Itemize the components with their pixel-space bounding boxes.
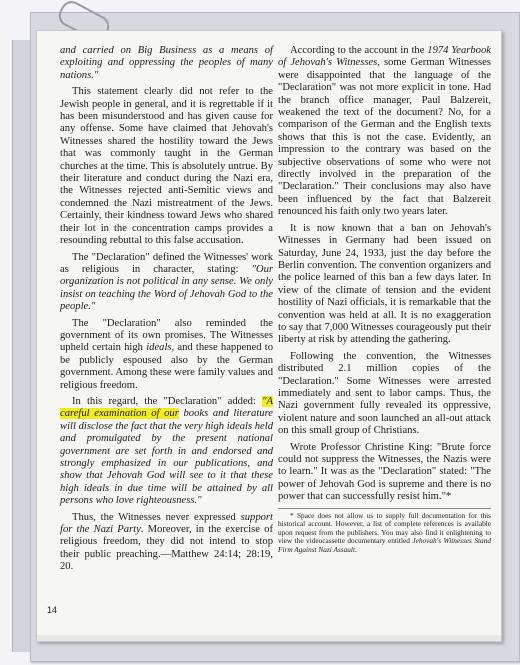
left-p4-ideals: ideals xyxy=(146,342,172,354)
left-p6-support: support for the Nazi Party xyxy=(60,511,273,536)
right-paragraph-1 xyxy=(278,45,491,219)
left-p3-text: The "Declaration" defined the Witnesses' work as religious in character, stating: xyxy=(60,251,273,275)
left-p5-text: In this regard, the "Declaration" added: xyxy=(72,395,263,407)
footnote-text-c: . xyxy=(354,545,357,554)
footnote-text-a: * Space does not allow us to supply full documentation for this historical account. However, a list of complete references is available upon request from the publishers. You may also find it enlightening to view the videocassette documentary entitled xyxy=(278,510,491,546)
right-p1-text-a: According to the account in the xyxy=(290,45,428,56)
left-paragraph-4 xyxy=(60,318,273,392)
page-bottom-edge xyxy=(37,635,501,641)
left-paragraph-2: This statement clearly did not refer to the Jewish people in general, and it is regrettable if it has been misunderstood and has given cause for any offense. Some have claimed that Jehovah's Witnesses shared the hostility toward the Jews that was commonly taught in the German churches at the time. This is absolutely untrue. By their literature and conduct during the Nazi era, the Witnesses rejected anti-Semitic views and condemned the Nazi mistreatment of the Jews. Certainly, their kindness toward Jews who shared their lot in the concentration camps provides a resounding rebuttal to this false accusation. xyxy=(60,86,273,247)
right-paragraph-2: It is now known that a ban on Jehovah's Witnesses in Germany had been issued on Saturday, June 24, 1933, just the day before the Berlin convention. The convention organizers and the police learned of this ban a few days later. In view of the climate of tension and the evident hostility of Nazi officials, it is remarkable that the convention was held at all. It is no exaggeration to say that 7,000 Witnesses courageously put their liberty at risk by attending the gathering. xyxy=(278,222,491,346)
right-paragraph-4: Wrote Professor Christine King: "Brute force could not suppress the Witnesses, the Nazis were to learn." It was as the "Declaration" stated: "The power of Jehovah God is supreme and there is no power that can successfully resist him."* xyxy=(278,441,491,503)
footnote-title: Jehovah's Witnesses Stand Firm Against Nazi Assault xyxy=(278,536,491,554)
left-paragraph-6 xyxy=(60,512,273,574)
right-paragraph-3: Following the convention, the Witnesses distributed 2.1 million copies of the "Declaration." Some Witnesses were arrested immediately and sent to labor camps. Thus, the Nazi government fully revealed its oppressive, violent nature and soon launched an all-out attack on this small group of Christians. xyxy=(278,350,491,437)
left-p6-text-a: Thus, the Witnesses never expressed xyxy=(72,511,241,523)
highlighted-text: "A careful examination of our xyxy=(60,395,273,420)
left-paragraph-1: and carried on Big Business as a means of exploiting and oppressing the peoples of many nations." xyxy=(60,45,273,81)
right-p1-yearbook: 1974 Yearbook of Jehovah's Witnesses xyxy=(278,45,491,69)
right-column xyxy=(278,45,491,559)
page-number: 14 xyxy=(47,605,58,615)
document-page xyxy=(36,30,502,642)
left-paragraph-3 xyxy=(60,252,273,314)
left-p6-text-c: . Moreover, in the exercise of religious freedom, they did not intend to stop their public preaching.—Matthew 24:14; 28:19, 20. xyxy=(60,524,274,573)
left-p4-text-a: The "Declaration" also reminded the government of its own promises. The Witnesses upheld certain high xyxy=(60,317,273,354)
left-p4-text-c: , and these happened to be publicly espoused also by the German government. Among these were family values and religious freedom. xyxy=(60,342,273,391)
left-p3-quote: "Our organization is not political in any sense. We only insist on teaching the Word of Jehovah God to the people." xyxy=(60,263,273,313)
left-paragraph-5 xyxy=(60,396,273,508)
left-p5-quote: books and literature will disclose the fact that the very high ideals held and promulgated by the present national government are set forth in and endorsed and strongly emphasized in our publications, and show that Jehovah God will see to it that these high ideals in due time will be attained by all persons who love righteousness." xyxy=(60,408,273,507)
footnote xyxy=(278,508,491,555)
left-column xyxy=(60,45,273,578)
right-p1-text-c: , some German Witnesses were disappointed that the language of the "Declaration" was not more explicit in tone. Had the branch office manager, Paul Balzereit, weakened the text of the document? No, for a comparison of the German and the English texts shows that this is not the case. Evidently, an impression to the contrary was based on the subjective observations of some who were not directly involved in the preparation of the "Declaration." Their conclusions may also have been influenced by the fact that Balzereit renounced his faith only two years later. xyxy=(278,57,491,218)
